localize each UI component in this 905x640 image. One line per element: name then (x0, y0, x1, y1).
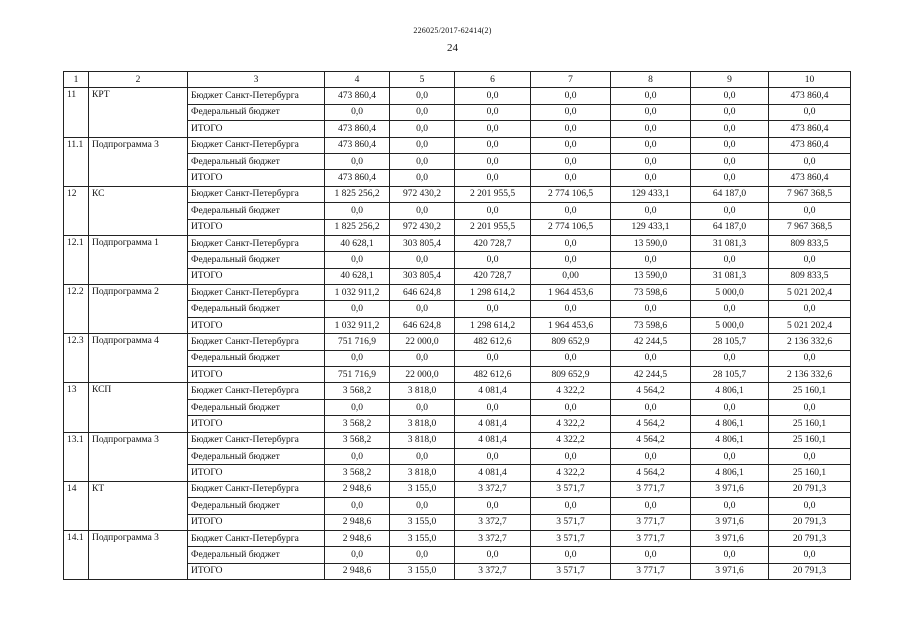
table-row (64, 432, 851, 448)
row-number: 14.1 (64, 530, 89, 579)
amount-cell: 3 571,7 (531, 481, 611, 497)
amount-cell: 73 598,6 (611, 317, 691, 333)
amount-cell: 0,0 (769, 399, 851, 415)
amount-cell: 0,0 (691, 203, 769, 219)
table-row (64, 383, 851, 399)
amount-cell: 2 136 332,6 (769, 334, 851, 350)
amount-cell: 0,0 (455, 104, 531, 120)
amount-cell: 751 716,9 (325, 334, 390, 350)
funding-source: Бюджет Санкт-Петербурга (188, 481, 325, 497)
amount-cell: 0,0 (691, 448, 769, 464)
amount-cell: 25 160,1 (769, 465, 851, 481)
amount-cell: 0,0 (531, 104, 611, 120)
amount-cell: 646 624,8 (390, 285, 455, 301)
amount-cell: 0,0 (531, 203, 611, 219)
amount-cell: 4 081,4 (455, 416, 531, 432)
amount-cell: 0,0 (390, 498, 455, 514)
amount-cell: 4 806,1 (691, 416, 769, 432)
amount-cell: 473 860,4 (325, 170, 390, 186)
amount-cell: 0,0 (691, 137, 769, 153)
funding-source: Бюджет Санкт-Петербурга (188, 334, 325, 350)
amount-cell: 22 000,0 (390, 367, 455, 383)
amount-cell: 0,0 (455, 153, 531, 169)
amount-cell: 0,0 (769, 498, 851, 514)
amount-cell: 0,0 (390, 350, 455, 366)
amount-cell: 473 860,4 (769, 137, 851, 153)
amount-cell: 64 187,0 (691, 219, 769, 235)
funding-source: Федеральный бюджет (188, 153, 325, 169)
amount-cell: 2 948,6 (325, 514, 390, 530)
amount-cell: 0,0 (325, 547, 390, 563)
amount-cell: 2 948,6 (325, 481, 390, 497)
row-number: 12.3 (64, 334, 89, 383)
amount-cell: 0,0 (691, 399, 769, 415)
program-name: Подпрограмма 2 (89, 285, 188, 334)
amount-cell: 0,0 (611, 203, 691, 219)
amount-cell: 0,0 (691, 498, 769, 514)
funding-source: Бюджет Санкт-Петербурга (188, 432, 325, 448)
program-name: Подпрограмма 1 (89, 235, 188, 284)
amount-cell: 4 081,4 (455, 432, 531, 448)
amount-cell: 7 967 368,5 (769, 219, 851, 235)
amount-cell: 0,0 (455, 350, 531, 366)
row-number: 13 (64, 383, 89, 432)
amount-cell: 0,0 (390, 104, 455, 120)
amount-cell: 2 774 106,5 (531, 186, 611, 202)
amount-cell: 25 160,1 (769, 383, 851, 399)
amount-cell: 0,0 (691, 350, 769, 366)
amount-cell: 3 155,0 (390, 481, 455, 497)
amount-cell: 3 771,7 (611, 481, 691, 497)
amount-cell: 4 322,2 (531, 416, 611, 432)
amount-cell: 4 322,2 (531, 383, 611, 399)
amount-cell: 0,0 (769, 301, 851, 317)
amount-cell: 3 155,0 (390, 514, 455, 530)
funding-source: Бюджет Санкт-Петербурга (188, 186, 325, 202)
amount-cell: 42 244,5 (611, 367, 691, 383)
amount-cell: 0,0 (531, 137, 611, 153)
amount-cell: 972 430,2 (390, 219, 455, 235)
amount-cell: 3 571,7 (531, 563, 611, 579)
column-header: 10 (769, 72, 851, 88)
amount-cell: 4 322,2 (531, 465, 611, 481)
column-header: 1 (64, 72, 89, 88)
funding-source: Бюджет Санкт-Петербурга (188, 88, 325, 104)
amount-cell: 473 860,4 (769, 170, 851, 186)
amount-cell: 0,0 (455, 203, 531, 219)
amount-cell: 4 564,2 (611, 383, 691, 399)
amount-cell: 809 833,5 (769, 268, 851, 284)
amount-cell: 0,0 (325, 399, 390, 415)
amount-cell: 2 201 955,5 (455, 186, 531, 202)
amount-cell: 0,0 (455, 448, 531, 464)
amount-cell: 20 791,3 (769, 563, 851, 579)
funding-source: Федеральный бюджет (188, 498, 325, 514)
funding-source: Бюджет Санкт-Петербурга (188, 235, 325, 251)
amount-cell: 22 000,0 (390, 334, 455, 350)
amount-cell: 3 971,6 (691, 563, 769, 579)
amount-cell: 473 860,4 (769, 121, 851, 137)
funding-source: Бюджет Санкт-Петербурга (188, 285, 325, 301)
amount-cell: 0,0 (611, 547, 691, 563)
column-header: 2 (89, 72, 188, 88)
funding-source: Бюджет Санкт-Петербурга (188, 137, 325, 153)
amount-cell: 0,0 (691, 547, 769, 563)
amount-cell: 4 806,1 (691, 465, 769, 481)
amount-cell: 0,0 (390, 252, 455, 268)
funding-source: Федеральный бюджет (188, 203, 325, 219)
amount-cell: 3 155,0 (390, 530, 455, 546)
column-header: 6 (455, 72, 531, 88)
funding-source: Федеральный бюджет (188, 104, 325, 120)
amount-cell: 482 612,6 (455, 334, 531, 350)
table-row (64, 137, 851, 153)
funding-source: ИТОГО (188, 416, 325, 432)
amount-cell: 0,0 (691, 153, 769, 169)
amount-cell: 751 716,9 (325, 367, 390, 383)
funding-source: ИТОГО (188, 563, 325, 579)
amount-cell: 3 372,7 (455, 514, 531, 530)
amount-cell: 20 791,3 (769, 530, 851, 546)
funding-source: Федеральный бюджет (188, 252, 325, 268)
amount-cell: 0,0 (691, 170, 769, 186)
amount-cell: 0,0 (531, 252, 611, 268)
program-name: КСП (89, 383, 188, 432)
amount-cell: 0,0 (611, 170, 691, 186)
amount-cell: 0,0 (455, 170, 531, 186)
funding-source: Федеральный бюджет (188, 448, 325, 464)
amount-cell: 4 081,4 (455, 383, 531, 399)
amount-cell: 2 948,6 (325, 530, 390, 546)
amount-cell: 64 187,0 (691, 186, 769, 202)
amount-cell: 0,0 (531, 547, 611, 563)
amount-cell: 25 160,1 (769, 416, 851, 432)
table-row (64, 285, 851, 301)
column-header: 8 (611, 72, 691, 88)
funding-source: Федеральный бюджет (188, 399, 325, 415)
amount-cell: 0,0 (769, 104, 851, 120)
column-header: 7 (531, 72, 611, 88)
amount-cell: 0,0 (531, 350, 611, 366)
amount-cell: 3 372,7 (455, 530, 531, 546)
amount-cell: 13 590,0 (611, 268, 691, 284)
amount-cell: 31 081,3 (691, 235, 769, 251)
amount-cell: 0,0 (611, 252, 691, 268)
amount-cell: 0,0 (455, 88, 531, 104)
row-number: 13.1 (64, 432, 89, 481)
amount-cell: 0,0 (531, 121, 611, 137)
funding-source: ИТОГО (188, 268, 325, 284)
amount-cell: 0,0 (455, 547, 531, 563)
funding-source: ИТОГО (188, 121, 325, 137)
amount-cell: 0,0 (390, 137, 455, 153)
amount-cell: 0,0 (611, 448, 691, 464)
funding-source: Федеральный бюджет (188, 301, 325, 317)
amount-cell: 0,0 (455, 301, 531, 317)
funding-source: Бюджет Санкт-Петербурга (188, 530, 325, 546)
amount-cell: 0,0 (611, 301, 691, 317)
amount-cell: 2 948,6 (325, 563, 390, 579)
amount-cell: 0,00 (531, 268, 611, 284)
amount-cell: 0,0 (769, 203, 851, 219)
budget-table (63, 71, 851, 580)
funding-source: ИТОГО (188, 514, 325, 530)
amount-cell: 73 598,6 (611, 285, 691, 301)
document-id: 226025/2017-62414(2) (413, 26, 492, 35)
amount-cell: 473 860,4 (325, 137, 390, 153)
amount-cell: 972 430,2 (390, 186, 455, 202)
amount-cell: 0,0 (769, 153, 851, 169)
amount-cell: 3 818,0 (390, 432, 455, 448)
amount-cell: 0,0 (325, 301, 390, 317)
amount-cell: 3 571,7 (531, 530, 611, 546)
amount-cell: 473 860,4 (769, 88, 851, 104)
table-header-row (64, 72, 851, 88)
amount-cell: 0,0 (390, 301, 455, 317)
funding-source: ИТОГО (188, 170, 325, 186)
amount-cell: 3 771,7 (611, 530, 691, 546)
funding-source: Федеральный бюджет (188, 350, 325, 366)
amount-cell: 20 791,3 (769, 514, 851, 530)
amount-cell: 20 791,3 (769, 481, 851, 497)
funding-source: ИТОГО (188, 465, 325, 481)
amount-cell: 0,0 (769, 252, 851, 268)
amount-cell: 7 967 368,5 (769, 186, 851, 202)
amount-cell: 0,0 (390, 88, 455, 104)
amount-cell: 482 612,6 (455, 367, 531, 383)
amount-cell: 0,0 (531, 399, 611, 415)
table-row (64, 530, 851, 546)
amount-cell: 13 590,0 (611, 235, 691, 251)
amount-cell: 0,0 (769, 547, 851, 563)
amount-cell: 2 136 332,6 (769, 367, 851, 383)
amount-cell: 3 818,0 (390, 465, 455, 481)
amount-cell: 0,0 (390, 547, 455, 563)
amount-cell: 0,0 (390, 121, 455, 137)
amount-cell: 4 806,1 (691, 432, 769, 448)
amount-cell: 3 372,7 (455, 481, 531, 497)
amount-cell: 809 652,9 (531, 334, 611, 350)
amount-cell: 0,0 (325, 252, 390, 268)
amount-cell: 0,0 (611, 153, 691, 169)
amount-cell: 4 564,2 (611, 465, 691, 481)
amount-cell: 0,0 (390, 153, 455, 169)
amount-cell: 1 298 614,2 (455, 285, 531, 301)
amount-cell: 4 564,2 (611, 432, 691, 448)
amount-cell: 473 860,4 (325, 121, 390, 137)
table-row (64, 186, 851, 202)
table-row (64, 235, 851, 251)
amount-cell: 0,0 (531, 448, 611, 464)
amount-cell: 0,0 (611, 104, 691, 120)
funding-source: ИТОГО (188, 367, 325, 383)
amount-cell: 0,0 (455, 498, 531, 514)
amount-cell: 3 971,6 (691, 514, 769, 530)
amount-cell: 0,0 (531, 235, 611, 251)
row-number: 14 (64, 481, 89, 530)
amount-cell: 0,0 (390, 170, 455, 186)
amount-cell: 1 825 256,2 (325, 186, 390, 202)
amount-cell: 0,0 (531, 301, 611, 317)
amount-cell: 809 652,9 (531, 367, 611, 383)
amount-cell: 0,0 (611, 350, 691, 366)
amount-cell: 3 372,7 (455, 563, 531, 579)
amount-cell: 3 771,7 (611, 514, 691, 530)
amount-cell: 420 728,7 (455, 268, 531, 284)
amount-cell: 0,0 (531, 153, 611, 169)
program-name: КС (89, 186, 188, 235)
amount-cell: 4 322,2 (531, 432, 611, 448)
amount-cell: 0,0 (769, 350, 851, 366)
page-number: 24 (447, 42, 458, 54)
amount-cell: 40 628,1 (325, 268, 390, 284)
amount-cell: 0,0 (611, 399, 691, 415)
amount-cell: 3 568,2 (325, 432, 390, 448)
amount-cell: 5 000,0 (691, 285, 769, 301)
amount-cell: 0,0 (455, 252, 531, 268)
amount-cell: 420 728,7 (455, 235, 531, 251)
amount-cell: 3 568,2 (325, 383, 390, 399)
amount-cell: 129 433,1 (611, 219, 691, 235)
amount-cell: 31 081,3 (691, 268, 769, 284)
amount-cell: 0,0 (390, 399, 455, 415)
amount-cell: 0,0 (691, 88, 769, 104)
column-header: 5 (390, 72, 455, 88)
row-number: 11.1 (64, 137, 89, 186)
amount-cell: 0,0 (691, 301, 769, 317)
amount-cell: 0,0 (691, 121, 769, 137)
amount-cell: 0,0 (325, 104, 390, 120)
program-name: Подпрограмма 3 (89, 137, 188, 186)
amount-cell: 28 105,7 (691, 334, 769, 350)
amount-cell: 3 155,0 (390, 563, 455, 579)
column-header: 4 (325, 72, 390, 88)
amount-cell: 3 818,0 (390, 383, 455, 399)
table-body (64, 88, 851, 580)
amount-cell: 303 805,4 (390, 268, 455, 284)
amount-cell: 0,0 (325, 350, 390, 366)
amount-cell: 5 000,0 (691, 317, 769, 333)
amount-cell: 3 568,2 (325, 465, 390, 481)
amount-cell: 0,0 (531, 170, 611, 186)
amount-cell: 809 833,5 (769, 235, 851, 251)
amount-cell: 3 771,7 (611, 563, 691, 579)
amount-cell: 25 160,1 (769, 432, 851, 448)
amount-cell: 0,0 (769, 448, 851, 464)
amount-cell: 3 971,6 (691, 530, 769, 546)
amount-cell: 0,0 (531, 88, 611, 104)
amount-cell: 129 433,1 (611, 186, 691, 202)
amount-cell: 0,0 (691, 252, 769, 268)
amount-cell: 0,0 (611, 137, 691, 153)
amount-cell: 0,0 (325, 203, 390, 219)
row-number: 12.2 (64, 285, 89, 334)
amount-cell: 0,0 (691, 104, 769, 120)
amount-cell: 1 298 614,2 (455, 317, 531, 333)
amount-cell: 1 964 453,6 (531, 285, 611, 301)
amount-cell: 303 805,4 (390, 235, 455, 251)
amount-cell: 1 825 256,2 (325, 219, 390, 235)
amount-cell: 3 571,7 (531, 514, 611, 530)
table-row (64, 481, 851, 497)
row-number: 12 (64, 186, 89, 235)
amount-cell: 0,0 (390, 448, 455, 464)
amount-cell: 1 032 911,2 (325, 317, 390, 333)
amount-cell: 0,0 (531, 498, 611, 514)
amount-cell: 4 564,2 (611, 416, 691, 432)
amount-cell: 0,0 (325, 153, 390, 169)
amount-cell: 646 624,8 (390, 317, 455, 333)
amount-cell: 0,0 (455, 137, 531, 153)
amount-cell: 0,0 (455, 399, 531, 415)
amount-cell: 0,0 (611, 88, 691, 104)
funding-source: ИТОГО (188, 317, 325, 333)
table-row (64, 88, 851, 104)
amount-cell: 0,0 (325, 498, 390, 514)
program-name: КТ (89, 481, 188, 530)
amount-cell: 4 806,1 (691, 383, 769, 399)
amount-cell: 42 244,5 (611, 334, 691, 350)
amount-cell: 3 971,6 (691, 481, 769, 497)
amount-cell: 2 774 106,5 (531, 219, 611, 235)
amount-cell: 473 860,4 (325, 88, 390, 104)
column-header: 3 (188, 72, 325, 88)
funding-source: Бюджет Санкт-Петербурга (188, 383, 325, 399)
column-header: 9 (691, 72, 769, 88)
amount-cell: 3 568,2 (325, 416, 390, 432)
amount-cell: 40 628,1 (325, 235, 390, 251)
funding-source: ИТОГО (188, 219, 325, 235)
amount-cell: 0,0 (325, 448, 390, 464)
amount-cell: 3 818,0 (390, 416, 455, 432)
funding-source: Федеральный бюджет (188, 547, 325, 563)
table-row (64, 334, 851, 350)
amount-cell: 0,0 (455, 121, 531, 137)
amount-cell: 2 201 955,5 (455, 219, 531, 235)
program-name: Подпрограмма 3 (89, 530, 188, 579)
amount-cell: 0,0 (611, 121, 691, 137)
program-name: Подпрограмма 4 (89, 334, 188, 383)
amount-cell: 1 032 911,2 (325, 285, 390, 301)
row-number: 12.1 (64, 235, 89, 284)
program-name: КРТ (89, 88, 188, 137)
row-number: 11 (64, 88, 89, 137)
program-name: Подпрограмма 3 (89, 432, 188, 481)
amount-cell: 0,0 (611, 498, 691, 514)
amount-cell: 4 081,4 (455, 465, 531, 481)
amount-cell: 1 964 453,6 (531, 317, 611, 333)
amount-cell: 5 021 202,4 (769, 285, 851, 301)
amount-cell: 5 021 202,4 (769, 317, 851, 333)
amount-cell: 28 105,7 (691, 367, 769, 383)
amount-cell: 0,0 (390, 203, 455, 219)
